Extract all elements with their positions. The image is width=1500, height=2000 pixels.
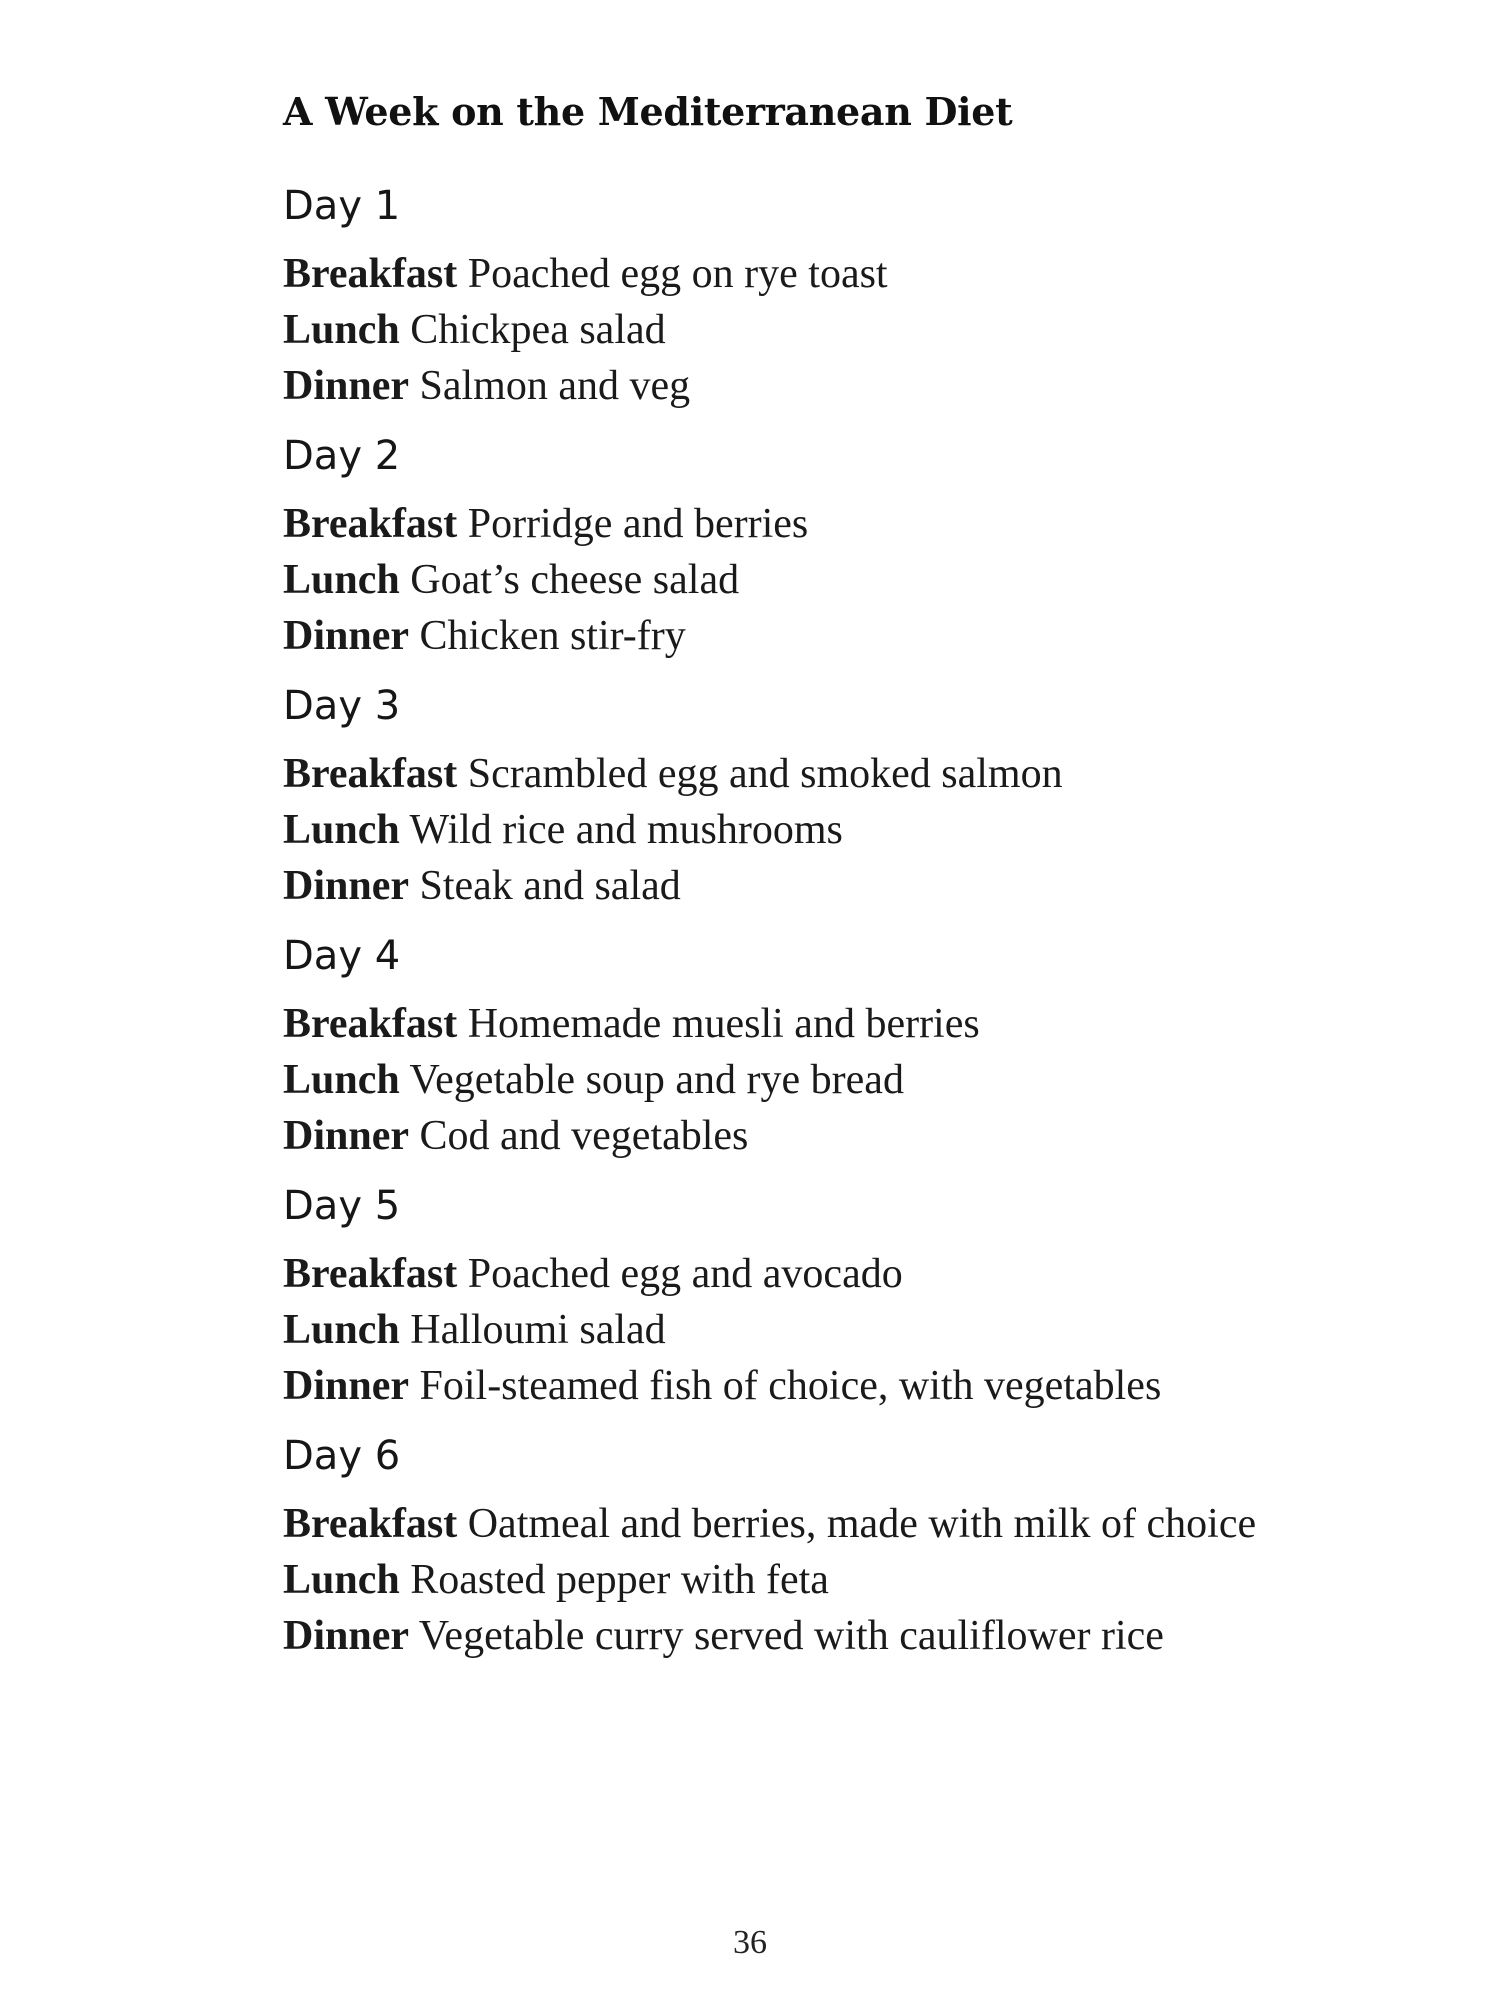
meal-label: Breakfast	[283, 1001, 458, 1047]
day-4-section	[283, 928, 1293, 1164]
meal-label: Breakfast	[283, 1501, 458, 1547]
day-3-section	[283, 678, 1293, 914]
meal-text: Roasted pepper with feta	[410, 1557, 829, 1603]
meal-text: Homemade muesli and berries	[467, 1001, 980, 1047]
meal-plan	[283, 178, 1293, 1678]
lunch-line	[283, 1552, 1293, 1608]
lunch-line	[283, 1302, 1293, 1358]
meal-text: Steak and salad	[419, 863, 681, 909]
meal-label: Breakfast	[283, 501, 458, 547]
meal-text: Poached egg and avocado	[467, 1251, 903, 1297]
meal-label: Lunch	[283, 307, 400, 353]
meal-text: Scrambled egg and smoked salmon	[467, 751, 1063, 797]
meal-label: Dinner	[283, 1363, 409, 1409]
lunch-line	[283, 552, 1293, 608]
day-2-section	[283, 428, 1293, 664]
meal-label: Lunch	[283, 557, 400, 603]
breakfast-line	[283, 1246, 1293, 1302]
day-heading: Day 6	[283, 1433, 401, 1479]
dinner-line	[283, 358, 1293, 414]
meal-label: Breakfast	[283, 751, 458, 797]
meal-text: Oatmeal and berries, made with milk of choice	[467, 1501, 1257, 1547]
day-5-section	[283, 1178, 1293, 1414]
day-heading: Day 3	[283, 683, 401, 729]
dinner-line	[283, 1608, 1293, 1664]
meal-text: Chickpea salad	[410, 307, 666, 353]
breakfast-line	[283, 746, 1293, 802]
meal-label: Breakfast	[283, 251, 458, 297]
lunch-line	[283, 1052, 1293, 1108]
meal-text: Foil-steamed fish of choice, with vegetables	[419, 1363, 1162, 1409]
meal-text: Salmon and veg	[419, 363, 691, 409]
day-heading: Day 4	[283, 933, 401, 979]
meal-label: Lunch	[283, 1057, 400, 1103]
meal-label: Dinner	[283, 863, 409, 909]
lunch-line	[283, 802, 1293, 858]
meal-label: Dinner	[283, 1113, 409, 1159]
day-heading: Day 2	[283, 433, 401, 479]
meal-text: Wild rice and mushrooms	[409, 807, 843, 853]
meal-label: Dinner	[283, 613, 409, 659]
meal-label: Dinner	[283, 363, 409, 409]
day-heading: Day 5	[283, 1183, 401, 1229]
breakfast-line	[283, 246, 1293, 302]
meal-label: Lunch	[283, 1557, 400, 1603]
page-number: 36	[733, 1924, 767, 1961]
meal-label: Breakfast	[283, 1251, 458, 1297]
breakfast-line	[283, 1496, 1293, 1552]
day-1-section	[283, 178, 1293, 414]
dinner-line	[283, 858, 1293, 914]
day-6-section	[283, 1428, 1293, 1664]
breakfast-line	[283, 496, 1293, 552]
meal-text: Vegetable soup and rye bread	[409, 1057, 904, 1103]
lunch-line	[283, 302, 1293, 358]
meal-text: Porridge and berries	[467, 501, 809, 547]
meal-text: Goat’s cheese salad	[410, 557, 740, 603]
meal-label: Lunch	[283, 807, 400, 853]
dinner-line	[283, 608, 1293, 664]
meal-text: Halloumi salad	[410, 1307, 666, 1353]
dinner-line	[283, 1358, 1293, 1414]
dinner-line	[283, 1108, 1293, 1164]
meal-text: Poached egg on rye toast	[467, 251, 888, 297]
meal-text: Chicken stir-fry	[419, 613, 686, 659]
meal-text: Vegetable curry served with cauliflower rice	[418, 1613, 1164, 1659]
meal-label: Dinner	[283, 1613, 409, 1659]
breakfast-line	[283, 996, 1293, 1052]
meal-text: Cod and vegetables	[419, 1113, 749, 1159]
meal-label: Lunch	[283, 1307, 400, 1353]
day-heading: Day 1	[283, 183, 401, 229]
page-title: A Week on the Mediterranean Diet	[283, 89, 1013, 134]
